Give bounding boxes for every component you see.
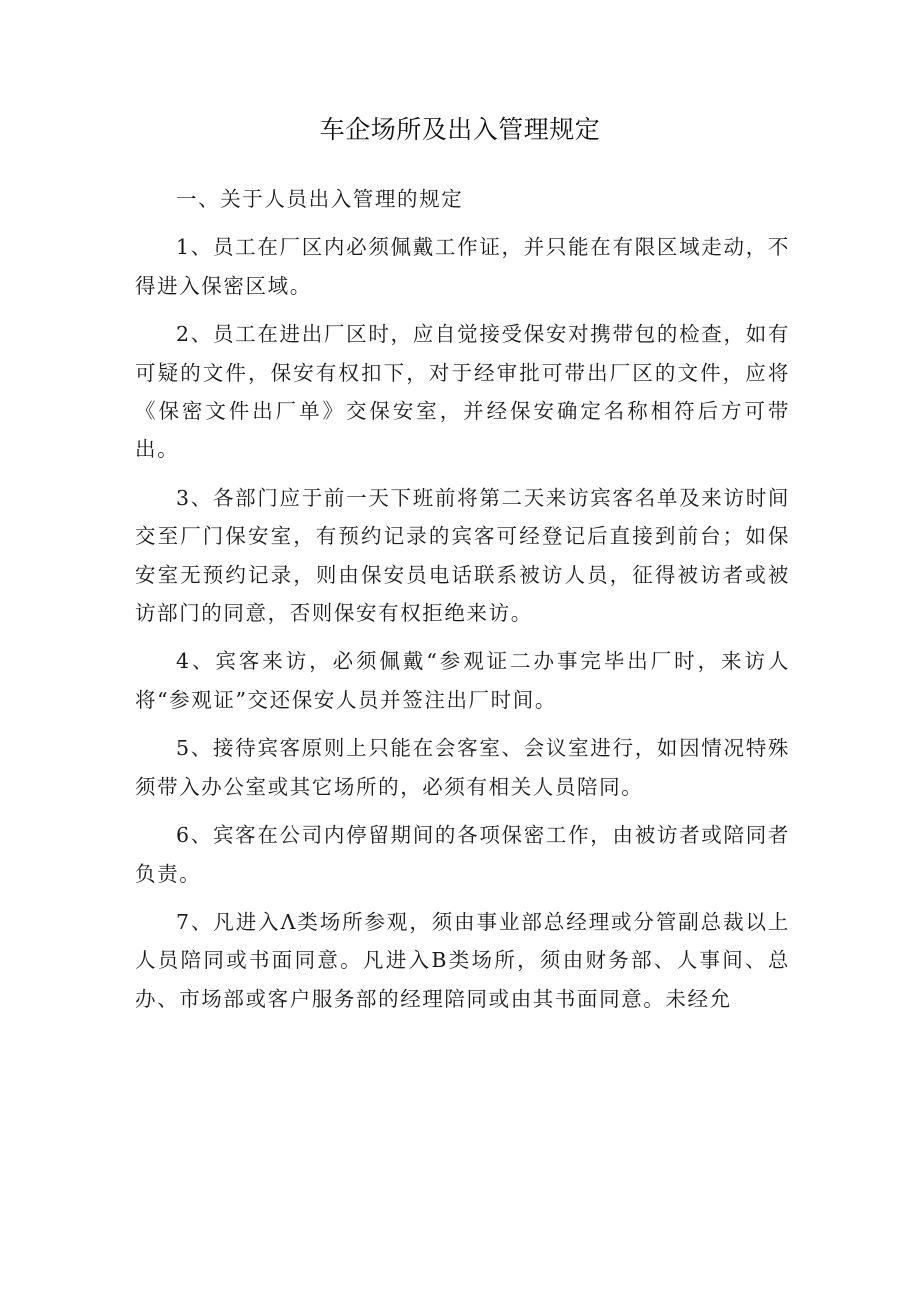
paragraph-5: 5、接待宾客原则上只能在会客室、会议室进行，如因情况特殊须带入办公室或其它场所的，必须有相关人员陪同。	[135, 736, 790, 799]
paragraph-7: 7、凡进入Λ类场所参观，须由事业部总经理或分管副总裁以上人员陪同或书面同意。凡进入B类场所，须由财务部、人事间、总办、市场部或客户服务部的经理陪同或由其书面同意。未经允	[135, 909, 790, 1011]
document-body	[135, 180, 790, 1018]
paragraph-3: 3、各部门应于前一天下班前将第二天来访宾客名单及来访时间交至厂门保安室，有预约记录的宾客可经登记后直接到前台；如保安室无预约记录，则由保安员电话联系被访人员，征得被访者或被访部门的同意，否则保安有权拒绝来访。	[135, 485, 790, 626]
document-title: 车企场所及出入管理规定	[319, 115, 601, 144]
paragraph-6: 6、宾客在公司内停留期间的各项保密工作，由被访者或陪同者负责。	[135, 823, 790, 886]
paragraph-4: 4、宾客来访，必须佩戴“参观证二办事完毕出厂时，来访人将“参观证”交还保安人员并签注出厂时间。	[135, 649, 790, 712]
paragraph-1: 1、员工在厂区内必须佩戴工作证，并只能在有限区域走动，不得进入保密区域。	[135, 235, 790, 298]
paragraph-2: 2、员工在进出厂区时，应自觉接受保安对携带包的检查，如有可疑的文件，保安有权扣下，对于经审批可带出厂区的文件，应将《保密文件出厂单》交保安室，并经保安确定名称相符后方可带出。	[135, 322, 790, 462]
section-heading: 一、关于人员出入管理的规定	[176, 187, 464, 211]
